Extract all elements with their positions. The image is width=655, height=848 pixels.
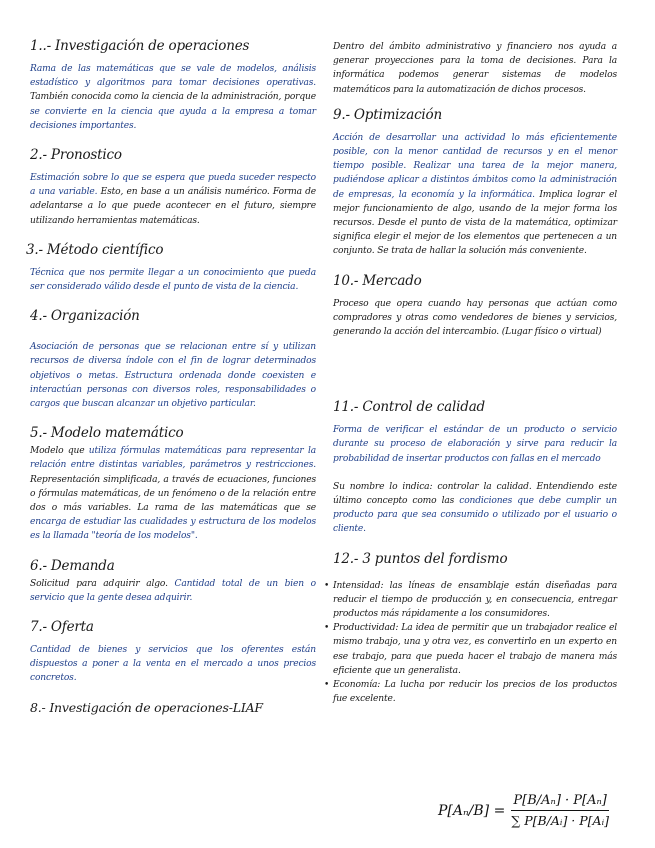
section-text: Solicitud para adquirir algo. Cantidad total de un bien o servicio que la gente desea adquirir.	[30, 578, 316, 603]
section-title: 10.- Mercado	[333, 272, 422, 289]
section-8	[30, 700, 316, 715]
section-text: Rama de las matemáticas que se vale de modelos, análisis estadístico y algoritmos para tomar decisiones operativas. También conocida como la ciencia de la administración, porque se convierte en la ciencia que ayuda a la empresa a tomar decisiones importantes.	[30, 64, 316, 131]
section-text: Cantidad de bienes y servicios que los oferentes están dispuestos a poner a la venta en el mercado a unos precios concretos.	[30, 645, 316, 684]
section-1	[30, 38, 316, 133]
section-2	[30, 147, 316, 228]
section-text: Forma de verificar el estándar de un producto o servicio durante su proceso de elaboración y sirve para reducir la probabilidad de insertar productos con fallas en el mercado	[333, 425, 617, 464]
fordism-list	[333, 579, 617, 707]
section-title: 11.- Control de calidad	[333, 399, 485, 416]
section-title: 1..- Investigación de operaciones	[30, 38, 250, 54]
left-column	[26, 38, 317, 723]
section-12	[333, 551, 617, 707]
section-text: Estimación sobre lo que se espera que pueda suceder respecto a una variable. Esto, en base a un análisis numérico. Forma de adelantarse a lo que puede acontecer en el futuro, siempre utilizando herramientas matemáticas.	[30, 173, 317, 226]
section-text: Técnica que nos permite llegar a un conocimiento que pueda ser considerado válido desde el punto de vista de la ciencia.	[30, 267, 316, 293]
right-column	[333, 40, 617, 707]
section-3	[26, 242, 316, 294]
section-text: Modelo que utiliza fórmulas matemáticas para representar la relación entre distintas variables, parámetros y restricciones. Representación simplificada, a través de ecuaciones, funciones o fórmulas matemáticas, de un fenómeno o de la relación entre dos o más variables. La rama de las matemáticas que se encarga de estudiar las cualidades y estructura de los modelos es la llamada "teoría de los modelos".	[30, 446, 317, 542]
section-8-text: Dentro del ámbito administrativo y financiero nos ayuda a generar proyecciones para la toma de decisiones. Para la informática podemos generar sistemas de modelos matemáticos para la automatización de dichos procesos.	[333, 42, 617, 95]
section-text: Acción de desarrollar una actividad lo más eficientemente posible, con la menor cantidad de recursos y en el menor tiempo posible. Realizar una tarea de la mejor manera, pudiéndose aplicar a distintos ámbitos como la administración de empresas, la economía y la informática. Implica lograr el mejor funcionamiento de algo, usando de la mejor forma los recursos. Desde el punto de vista de la matemática, optimizar significa elegir el mejor de los elementos que pertenecen a un conjunto. Se trata de hallar la solución más conveniente.	[333, 132, 617, 257]
list-item: • Intensidad: las líneas de ensamblaje están diseñadas para reducir el tiempo de producción y, en consecuencia, entregar productos más rápidamente a los consumidores.	[333, 579, 617, 622]
section-title: 9.- Optimización	[333, 106, 442, 123]
section-10	[333, 273, 617, 340]
list-item: • Productividad: La idea de permitir que un trabajador realice el mismo trabajo, una y otra vez, es convertirlo en un experto en ese trabajo, para que pueda hacer el trabajo de manera más eficiente que un generalista.	[333, 621, 617, 678]
section-title: 2.- Pronostico	[30, 147, 122, 164]
formula-lhs: P[Aₙ/B] =	[438, 802, 506, 819]
section-title: 8.- Investigación de operaciones-LIAF	[30, 699, 263, 715]
section-title: 7.- Oferta	[30, 619, 94, 636]
section-title: 3.- Método científico	[26, 241, 164, 258]
section-text: Asociación de personas que se relacionan entre sí y utilizan recursos de diversa índole con el fin de lograr determinados objetivos o metas. Estructura ordenada donde coexisten e interactúan personas con diversos roles, responsabilidades o cargos que buscan alcanzar un objetivo particular.	[30, 342, 316, 410]
bayes-formula	[438, 793, 650, 828]
section-title: 6.- Demanda	[30, 557, 115, 574]
formula-numerator: P[B/Aₙ] · P[Aₙ]	[511, 793, 608, 811]
section-6	[30, 558, 316, 605]
list-item: • Economía: La lucha por reducir los precios de los productos fue excelente.	[333, 678, 617, 706]
section-11	[333, 399, 617, 536]
section-5	[30, 425, 316, 543]
section-9	[333, 107, 617, 259]
formula-fraction	[511, 793, 609, 828]
section-text: Proceso que opera cuando hay personas que actúan como compradores y otras como vendedores de bienes y servicios, generando la acción del intercambio. (Lugar físico o virtual)	[333, 298, 617, 338]
section-title: 5.- Modelo matemático	[30, 425, 184, 442]
formula-denominator: ∑ P[B/Aᵢ] · P[Aᵢ]	[511, 813, 609, 828]
section-title: 12.- 3 puntos del fordismo	[333, 550, 508, 567]
section-title: 4.- Organización	[30, 308, 140, 325]
section-text: Su nombre lo indica: controlar la calidad. Entendiendo este último concepto como las condiciones que debe cumplir un producto para que sea consumido o utilizado por el usuario o cliente.	[333, 481, 617, 535]
section-4	[30, 308, 316, 411]
section-7	[30, 619, 316, 686]
